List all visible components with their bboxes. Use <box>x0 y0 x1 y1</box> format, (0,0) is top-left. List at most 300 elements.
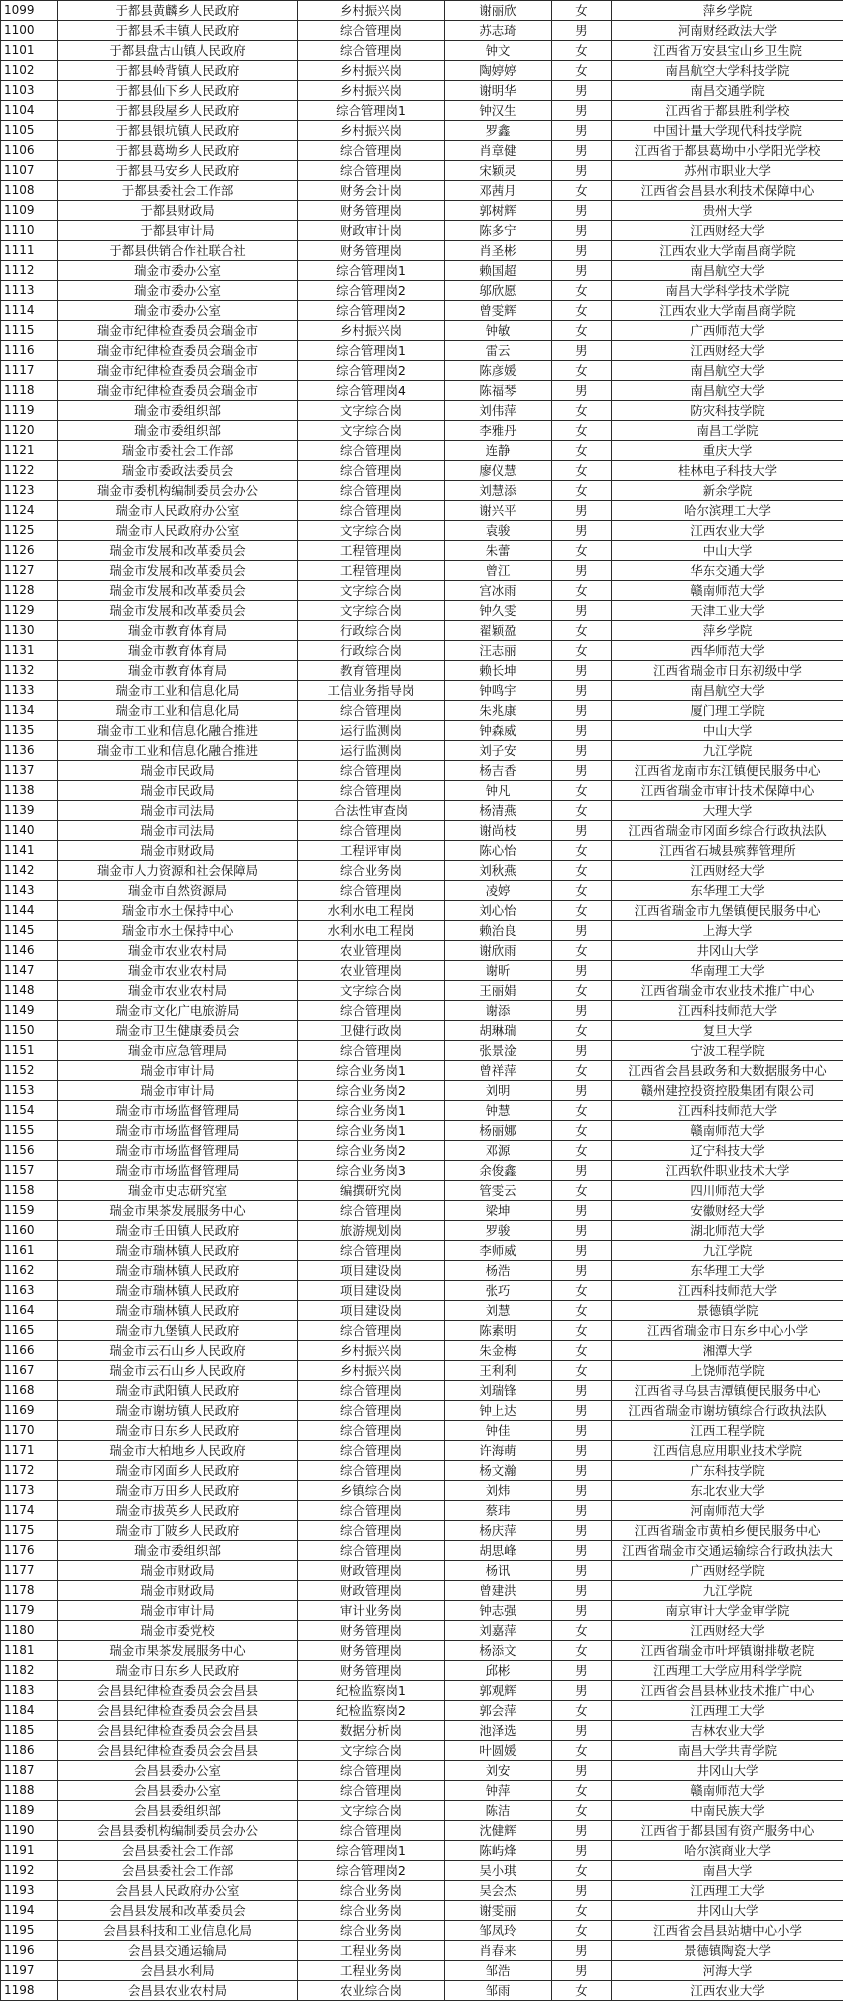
employer-name: 瑞金市委机构编制委员会办公 <box>58 481 298 501</box>
candidate-school: 江西理工大学应用科学学院 <box>612 1661 843 1681</box>
candidate-school: 江西省瑞金市农业技术推广中心 <box>612 981 843 1001</box>
candidate-gender: 男 <box>552 1721 612 1741</box>
employer-name: 瑞金市委社会工作部 <box>58 441 298 461</box>
row-number: 1155 <box>1 1121 58 1141</box>
employer-name: 瑞金市水土保持中心 <box>58 921 298 941</box>
employer-name: 瑞金市日东乡人民政府 <box>58 1421 298 1441</box>
row-number: 1140 <box>1 821 58 841</box>
candidate-gender: 男 <box>552 341 612 361</box>
row-number: 1185 <box>1 1721 58 1741</box>
employer-name: 瑞金市教育体育局 <box>58 621 298 641</box>
candidate-name: 陈彦媛 <box>445 361 552 381</box>
row-number: 1176 <box>1 1541 58 1561</box>
row-number: 1137 <box>1 761 58 781</box>
candidate-gender: 女 <box>552 621 612 641</box>
candidate-name: 刘秋燕 <box>445 861 552 881</box>
row-number: 1171 <box>1 1441 58 1461</box>
candidate-name: 邱彬 <box>445 1661 552 1681</box>
row-number: 1120 <box>1 421 58 441</box>
candidate-name: 邬欣愿 <box>445 281 552 301</box>
candidate-gender: 男 <box>552 1201 612 1221</box>
table-row <box>1 461 843 481</box>
candidate-gender: 女 <box>552 801 612 821</box>
row-number: 1168 <box>1 1381 58 1401</box>
position-name: 综合管理岗1 <box>298 101 445 121</box>
employer-name: 瑞金市市场监督管理局 <box>58 1141 298 1161</box>
candidate-school: 中山大学 <box>612 541 843 561</box>
position-name: 综合管理岗 <box>298 1421 445 1441</box>
row-number: 1165 <box>1 1321 58 1341</box>
employer-name: 瑞金市九堡镇人民政府 <box>58 1321 298 1341</box>
row-number: 1150 <box>1 1021 58 1041</box>
candidate-gender: 男 <box>552 1081 612 1101</box>
position-name: 综合业务岗 <box>298 1901 445 1921</box>
position-name: 文字综合岗 <box>298 981 445 1001</box>
candidate-school: 江西财经大学 <box>612 1621 843 1641</box>
row-number: 1177 <box>1 1561 58 1581</box>
position-name: 综合管理岗 <box>298 1001 445 1021</box>
candidate-school: 江西省瑞金市交通运输综合行政执法大 <box>612 1541 843 1561</box>
candidate-gender: 男 <box>552 1241 612 1261</box>
candidate-gender: 女 <box>552 1021 612 1041</box>
candidate-name: 杨添文 <box>445 1641 552 1661</box>
candidate-school: 江西理工大学 <box>612 1881 843 1901</box>
table-row <box>1 1941 843 1961</box>
employer-name: 会昌县纪律检查委员会会昌县 <box>58 1721 298 1741</box>
candidate-name: 雷云 <box>445 341 552 361</box>
candidate-name: 刘明 <box>445 1081 552 1101</box>
row-number: 1192 <box>1 1861 58 1881</box>
table-row <box>1 1601 843 1621</box>
row-number: 1198 <box>1 1981 58 2001</box>
candidate-school: 广西师范大学 <box>612 321 843 341</box>
candidate-name: 邹雨 <box>445 1981 552 2001</box>
employer-name: 瑞金市发展和改革委员会 <box>58 601 298 621</box>
row-number: 1184 <box>1 1701 58 1721</box>
row-number: 1186 <box>1 1741 58 1761</box>
position-name: 乡村振兴岗 <box>298 321 445 341</box>
candidate-gender: 男 <box>552 921 612 941</box>
table-row <box>1 1961 843 1981</box>
candidate-gender: 女 <box>552 401 612 421</box>
candidate-gender: 女 <box>552 1641 612 1661</box>
row-number: 1115 <box>1 321 58 341</box>
row-number: 1169 <box>1 1401 58 1421</box>
candidate-name: 廖仪慧 <box>445 461 552 481</box>
table-row <box>1 241 843 261</box>
employer-name: 于都县段屋乡人民政府 <box>58 101 298 121</box>
table-row <box>1 1101 843 1121</box>
candidate-school: 南京审计大学金审学院 <box>612 1601 843 1621</box>
candidate-name: 朱蕾 <box>445 541 552 561</box>
row-number: 1195 <box>1 1921 58 1941</box>
candidate-school: 湘潭大学 <box>612 1341 843 1361</box>
row-number: 1145 <box>1 921 58 941</box>
employer-name: 会昌县发展和改革委员会 <box>58 1901 298 1921</box>
row-number: 1109 <box>1 201 58 221</box>
table-row <box>1 1621 843 1641</box>
table-row <box>1 201 843 221</box>
row-number: 1160 <box>1 1221 58 1241</box>
candidate-gender: 女 <box>552 861 612 881</box>
employer-name: 瑞金市司法局 <box>58 801 298 821</box>
candidate-gender: 男 <box>552 201 612 221</box>
candidate-name: 钟上达 <box>445 1401 552 1421</box>
table-row <box>1 1861 843 1881</box>
table-row <box>1 341 843 361</box>
candidate-gender: 男 <box>552 1221 612 1241</box>
employer-name: 瑞金市瑞林镇人民政府 <box>58 1281 298 1301</box>
candidate-school: 江西财经大学 <box>612 221 843 241</box>
row-number: 1154 <box>1 1101 58 1121</box>
candidate-gender: 女 <box>552 1701 612 1721</box>
employer-name: 瑞金市工业和信息化局 <box>58 681 298 701</box>
employer-name: 会昌县纪律检查委员会会昌县 <box>58 1741 298 1761</box>
candidate-school: 江西科技师范大学 <box>612 1101 843 1121</box>
position-name: 综合管理岗 <box>298 1761 445 1781</box>
candidate-gender: 男 <box>552 241 612 261</box>
position-name: 综合管理岗2 <box>298 281 445 301</box>
table-row <box>1 541 843 561</box>
employer-name: 会昌县委办公室 <box>58 1761 298 1781</box>
row-number: 1134 <box>1 701 58 721</box>
candidate-school: 上海大学 <box>612 921 843 941</box>
candidate-name: 陈福琴 <box>445 381 552 401</box>
position-name: 行政综合岗 <box>298 641 445 661</box>
employer-name: 瑞金市教育体育局 <box>58 641 298 661</box>
candidate-school: 河海大学 <box>612 1961 843 1981</box>
row-number: 1119 <box>1 401 58 421</box>
candidate-name: 钟慧 <box>445 1101 552 1121</box>
candidate-name: 梁坤 <box>445 1201 552 1221</box>
employer-name: 瑞金市审计局 <box>58 1061 298 1081</box>
employer-name: 瑞金市瑞林镇人民政府 <box>58 1301 298 1321</box>
table-row <box>1 1641 843 1661</box>
candidate-name: 叶圆媛 <box>445 1741 552 1761</box>
candidate-name: 杨浩 <box>445 1261 552 1281</box>
candidate-name: 赖长坤 <box>445 661 552 681</box>
table-row <box>1 161 843 181</box>
candidate-gender: 女 <box>552 301 612 321</box>
employer-name: 瑞金市工业和信息化融合推进 <box>58 721 298 741</box>
table-row <box>1 741 843 761</box>
candidate-gender: 女 <box>552 1301 612 1321</box>
candidate-school: 南昌大学共青学院 <box>612 1741 843 1761</box>
candidate-name: 管雯云 <box>445 1181 552 1201</box>
candidate-school: 赣南师范大学 <box>612 1781 843 1801</box>
employer-name: 瑞金市委政法委员会 <box>58 461 298 481</box>
table-row <box>1 321 843 341</box>
row-number: 1111 <box>1 241 58 261</box>
row-number: 1107 <box>1 161 58 181</box>
position-name: 教育管理岗 <box>298 661 445 681</box>
candidate-school: 广西财经学院 <box>612 1561 843 1581</box>
employer-name: 瑞金市纪律检查委员会瑞金市 <box>58 321 298 341</box>
employer-name: 瑞金市工业和信息化局 <box>58 701 298 721</box>
candidate-gender: 女 <box>552 1801 612 1821</box>
employer-name: 瑞金市发展和改革委员会 <box>58 561 298 581</box>
table-row <box>1 1841 843 1861</box>
employer-name: 瑞金市农业农村局 <box>58 981 298 1001</box>
candidate-gender: 女 <box>552 1321 612 1341</box>
candidate-gender: 女 <box>552 1921 612 1941</box>
candidate-gender: 女 <box>552 1281 612 1301</box>
position-name: 乡村振兴岗 <box>298 1341 445 1361</box>
position-name: 综合管理岗 <box>298 141 445 161</box>
row-number: 1179 <box>1 1601 58 1621</box>
position-name: 农业管理岗 <box>298 941 445 961</box>
candidate-gender: 男 <box>552 1401 612 1421</box>
candidate-gender: 女 <box>552 541 612 561</box>
employer-name: 于都县黄麟乡人民政府 <box>58 1 298 21</box>
candidate-name: 钟文 <box>445 41 552 61</box>
row-number: 1159 <box>1 1201 58 1221</box>
candidate-name: 刘安 <box>445 1761 552 1781</box>
employer-name: 瑞金市市场监督管理局 <box>58 1121 298 1141</box>
candidate-name: 肖章健 <box>445 141 552 161</box>
candidate-gender: 女 <box>552 361 612 381</box>
employer-name: 会昌县交通运输局 <box>58 1941 298 1961</box>
employer-name: 瑞金市果茶发展服务中心 <box>58 1201 298 1221</box>
position-name: 工程管理岗 <box>298 541 445 561</box>
employer-name: 瑞金市发展和改革委员会 <box>58 581 298 601</box>
candidate-name: 刘嘉萍 <box>445 1621 552 1641</box>
employer-name: 瑞金市万田乡人民政府 <box>58 1481 298 1501</box>
employer-name: 瑞金市人民政府办公室 <box>58 521 298 541</box>
table-row <box>1 381 843 401</box>
candidate-name: 朱金梅 <box>445 1341 552 1361</box>
position-name: 纪检监察岗2 <box>298 1701 445 1721</box>
row-number: 1156 <box>1 1141 58 1161</box>
candidate-gender: 男 <box>552 161 612 181</box>
candidate-gender: 男 <box>552 381 612 401</box>
candidate-gender: 男 <box>552 701 612 721</box>
position-name: 乡村振兴岗 <box>298 1361 445 1381</box>
row-number: 1102 <box>1 61 58 81</box>
candidate-name: 钟萍 <box>445 1781 552 1801</box>
candidate-name: 谢兴平 <box>445 501 552 521</box>
row-number: 1132 <box>1 661 58 681</box>
candidate-school: 华东交通大学 <box>612 561 843 581</box>
candidate-gender: 女 <box>552 181 612 201</box>
table-row <box>1 881 843 901</box>
candidate-school: 西华师范大学 <box>612 641 843 661</box>
row-number: 1187 <box>1 1761 58 1781</box>
candidate-name: 谢尚枝 <box>445 821 552 841</box>
row-number: 1189 <box>1 1801 58 1821</box>
candidate-name: 谢明华 <box>445 81 552 101</box>
candidate-name: 赖治良 <box>445 921 552 941</box>
candidate-name: 杨吉香 <box>445 761 552 781</box>
row-number: 1117 <box>1 361 58 381</box>
table-row <box>1 1141 843 1161</box>
candidate-gender: 女 <box>552 1361 612 1381</box>
row-number: 1142 <box>1 861 58 881</box>
position-name: 文字综合岗 <box>298 1801 445 1821</box>
employer-name: 于都县财政局 <box>58 201 298 221</box>
candidate-name: 肖春来 <box>445 1941 552 1961</box>
table-row <box>1 301 843 321</box>
table-row <box>1 1201 843 1221</box>
row-number: 1113 <box>1 281 58 301</box>
position-name: 综合业务岗1 <box>298 1101 445 1121</box>
position-name: 综合管理岗2 <box>298 1861 445 1881</box>
candidate-name: 李雅丹 <box>445 421 552 441</box>
candidate-gender: 男 <box>552 1541 612 1561</box>
candidate-name: 邓源 <box>445 1141 552 1161</box>
row-number: 1104 <box>1 101 58 121</box>
candidate-gender: 男 <box>552 1161 612 1181</box>
table-row <box>1 1181 843 1201</box>
row-number: 1126 <box>1 541 58 561</box>
row-number: 1190 <box>1 1821 58 1841</box>
row-number: 1149 <box>1 1001 58 1021</box>
table-row <box>1 1041 843 1061</box>
table-row <box>1 1121 843 1141</box>
candidate-school: 江西省瑞金市九堡镇便民服务中心 <box>612 901 843 921</box>
table-row <box>1 401 843 421</box>
candidate-school: 辽宁科技大学 <box>612 1141 843 1161</box>
position-name: 综合管理岗 <box>298 1381 445 1401</box>
position-name: 乡镇综合岗 <box>298 1481 445 1501</box>
position-name: 纪检监察岗1 <box>298 1681 445 1701</box>
candidate-name: 陈多宁 <box>445 221 552 241</box>
employer-name: 瑞金市纪律检查委员会瑞金市 <box>58 361 298 381</box>
candidate-name: 刘心怡 <box>445 901 552 921</box>
row-number: 1112 <box>1 261 58 281</box>
candidate-gender: 男 <box>552 101 612 121</box>
row-number: 1123 <box>1 481 58 501</box>
row-number: 1139 <box>1 801 58 821</box>
candidate-gender: 女 <box>552 1741 612 1761</box>
row-number: 1141 <box>1 841 58 861</box>
candidate-school: 江西软件职业技术大学 <box>612 1161 843 1181</box>
candidate-gender: 女 <box>552 841 612 861</box>
candidate-school: 大理大学 <box>612 801 843 821</box>
candidate-name: 谢昕 <box>445 961 552 981</box>
position-name: 综合管理岗 <box>298 821 445 841</box>
table-row <box>1 601 843 621</box>
row-number: 1136 <box>1 741 58 761</box>
table-row <box>1 1981 843 2001</box>
position-name: 综合管理岗 <box>298 21 445 41</box>
employer-name: 瑞金市司法局 <box>58 821 298 841</box>
table-row <box>1 861 843 881</box>
position-name: 综合业务岗 <box>298 1881 445 1901</box>
table-row <box>1 221 843 241</box>
candidate-gender: 男 <box>552 1601 612 1621</box>
employer-name: 瑞金市农业农村局 <box>58 961 298 981</box>
candidate-school: 江西农业大学南昌商学院 <box>612 301 843 321</box>
employer-name: 会昌县委机构编制委员会办公 <box>58 1821 298 1841</box>
candidate-name: 陈屿烽 <box>445 1841 552 1861</box>
candidate-gender: 男 <box>552 1821 612 1841</box>
table-row <box>1 1681 843 1701</box>
position-name: 综合管理岗 <box>298 1781 445 1801</box>
candidate-school: 四川师范大学 <box>612 1181 843 1201</box>
employer-name: 瑞金市谢坊镇人民政府 <box>58 1401 298 1421</box>
candidate-school: 九江学院 <box>612 741 843 761</box>
candidate-school: 江西科技师范大学 <box>612 1001 843 1021</box>
position-name: 工信业务指导岗 <box>298 681 445 701</box>
position-name: 综合管理岗 <box>298 881 445 901</box>
candidate-name: 钟汉生 <box>445 101 552 121</box>
employer-name: 于都县马安乡人民政府 <box>58 161 298 181</box>
employer-name: 于都县禾丰镇人民政府 <box>58 21 298 41</box>
table-row <box>1 621 843 641</box>
candidate-school: 河南财经政法大学 <box>612 21 843 41</box>
position-name: 综合管理岗 <box>298 1821 445 1841</box>
table-row <box>1 1401 843 1421</box>
row-number: 1183 <box>1 1681 58 1701</box>
candidate-name: 钟凡 <box>445 781 552 801</box>
employer-name: 瑞金市财政局 <box>58 1561 298 1581</box>
candidate-school: 南昌大学 <box>612 1861 843 1881</box>
employer-name: 瑞金市武阳镇人民政府 <box>58 1381 298 1401</box>
candidate-gender: 男 <box>552 1001 612 1021</box>
employer-name: 瑞金市民政局 <box>58 781 298 801</box>
position-name: 综合管理岗 <box>298 1241 445 1261</box>
table-row <box>1 141 843 161</box>
candidate-school: 江西省于都县国有资产服务中心 <box>612 1821 843 1841</box>
employer-name: 会昌县水利局 <box>58 1961 298 1981</box>
candidate-gender: 女 <box>552 901 612 921</box>
candidate-name: 陈素明 <box>445 1321 552 1341</box>
position-name: 行政综合岗 <box>298 621 445 641</box>
candidate-gender: 女 <box>552 981 612 1001</box>
row-number: 1193 <box>1 1881 58 1901</box>
candidate-gender: 女 <box>552 421 612 441</box>
employer-name: 瑞金市市场监督管理局 <box>58 1101 298 1121</box>
candidate-name: 杨清燕 <box>445 801 552 821</box>
candidate-school: 江西省瑞金市日东初级中学 <box>612 661 843 681</box>
position-name: 综合管理岗 <box>298 1401 445 1421</box>
table-row <box>1 1461 843 1481</box>
table-row <box>1 1341 843 1361</box>
position-name: 综合管理岗2 <box>298 301 445 321</box>
row-number: 1188 <box>1 1781 58 1801</box>
row-number: 1130 <box>1 621 58 641</box>
employer-name: 瑞金市大柏地乡人民政府 <box>58 1441 298 1461</box>
employer-name: 瑞金市教育体育局 <box>58 661 298 681</box>
row-number: 1178 <box>1 1581 58 1601</box>
employer-name: 于都县盘古山镇人民政府 <box>58 41 298 61</box>
candidate-school: 九江学院 <box>612 1241 843 1261</box>
candidate-school: 江西科技师范大学 <box>612 1281 843 1301</box>
table-row <box>1 1581 843 1601</box>
employer-name: 于都县审计局 <box>58 221 298 241</box>
candidate-school: 重庆大学 <box>612 441 843 461</box>
candidate-school: 景德镇学院 <box>612 1301 843 1321</box>
table-row <box>1 81 843 101</box>
candidate-school: 江西农业大学 <box>612 1981 843 2001</box>
table-row <box>1 61 843 81</box>
table-row <box>1 1921 843 1941</box>
position-name: 综合管理岗4 <box>298 381 445 401</box>
candidate-school: 厦门理工学院 <box>612 701 843 721</box>
position-name: 综合管理岗 <box>298 1541 445 1561</box>
position-name: 工程评审岗 <box>298 841 445 861</box>
candidate-gender: 女 <box>552 1121 612 1141</box>
employer-name: 瑞金市丁陂乡人民政府 <box>58 1521 298 1541</box>
position-name: 财务管理岗 <box>298 201 445 221</box>
candidate-school: 井冈山大学 <box>612 941 843 961</box>
row-number: 1172 <box>1 1461 58 1481</box>
employer-name: 瑞金市委办公室 <box>58 281 298 301</box>
row-number: 1194 <box>1 1901 58 1921</box>
candidate-gender: 女 <box>552 941 612 961</box>
candidate-gender: 男 <box>552 1961 612 1981</box>
